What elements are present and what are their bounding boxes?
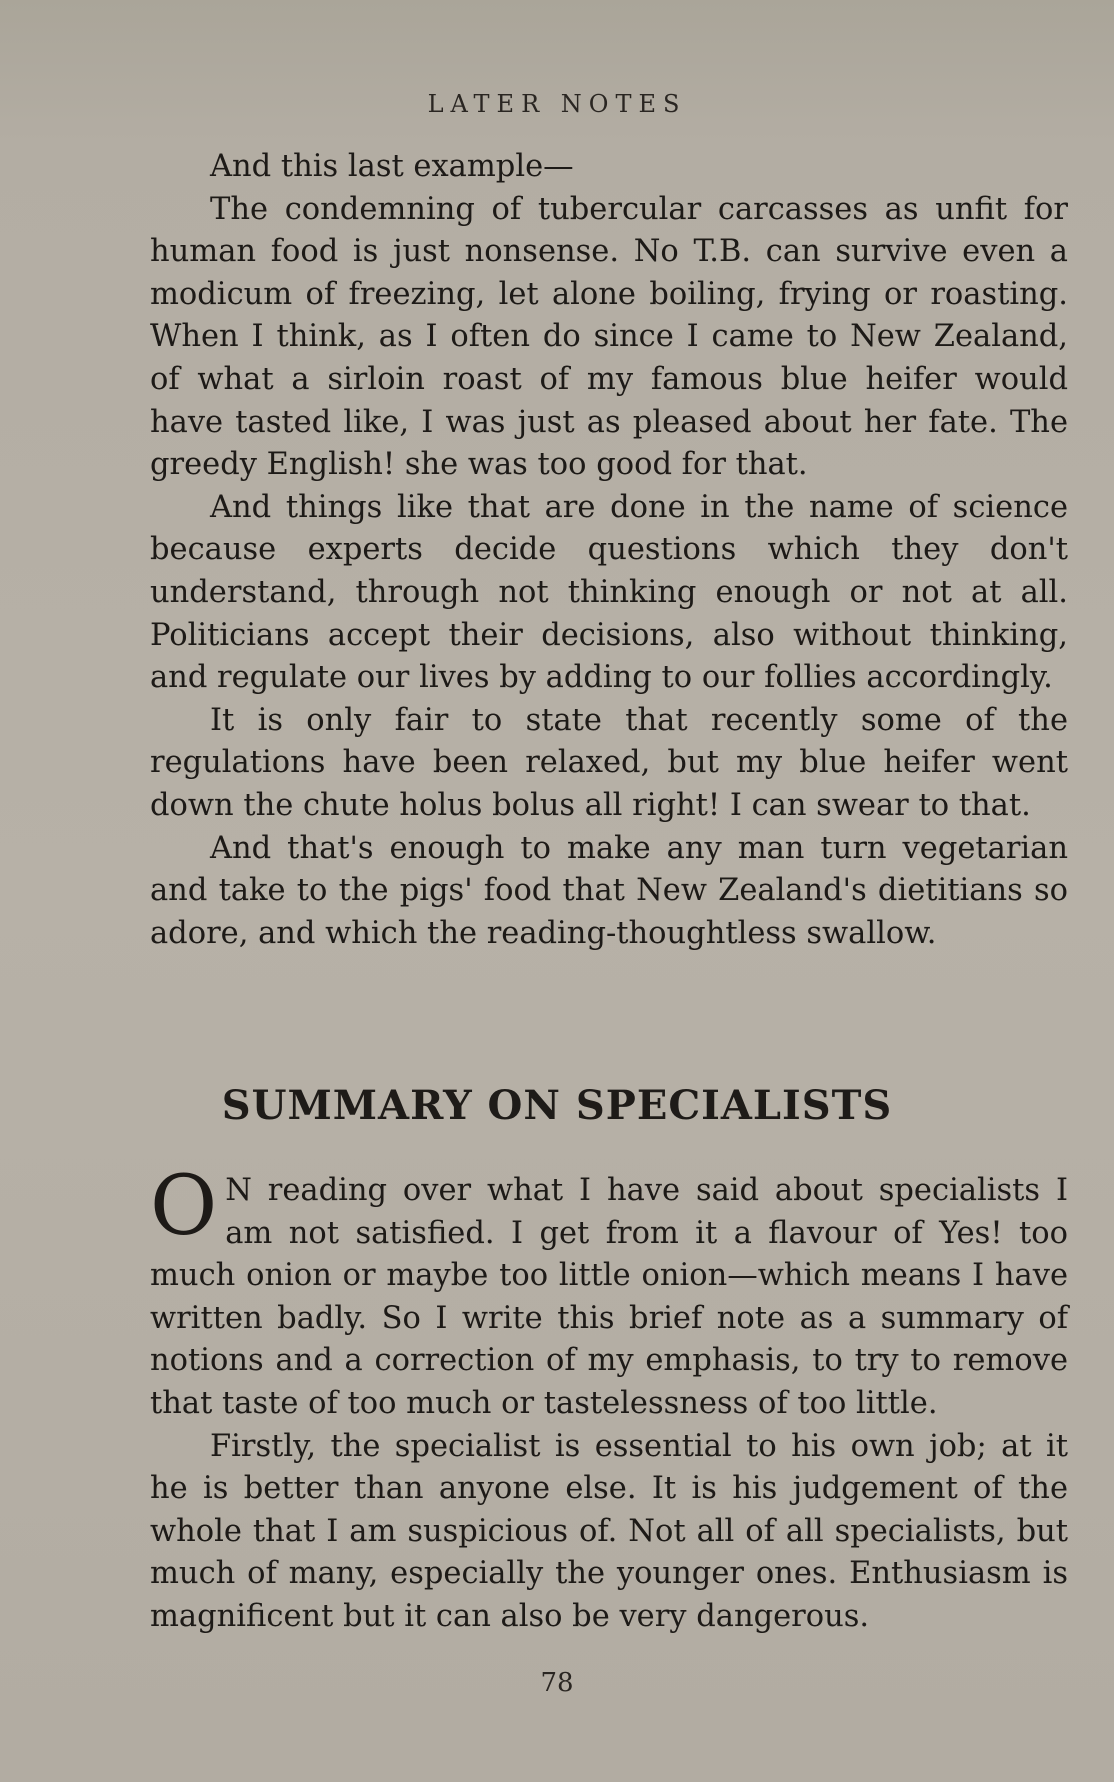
paragraph-tubercular: The condemning of tubercular carcasses as unfit for human food is just nonsense. No T.B. can survive even a modicum of freezing, let alone boiling, frying or roasting. When I think, as I often do since I came to New Zealand, of what a sirloin roast of my famous blue heifer would have tasted like, I was just as pleased about her fate. The greedy English! she was too good for that. bbox=[150, 191, 1068, 483]
paragraph-science: And things like that are done in the name of science because experts decide questions which they don't understand, through not thinking enough or not at all. Politicians accept their decisions, also without thinking, and regulate our lives by adding to our follies accordingly. bbox=[150, 489, 1068, 696]
page-number: 78 bbox=[540, 1668, 574, 1698]
paragraph-regulations: It is only fair to state that recently some of the regulations have been relaxed, but my blue heifer went down the chute holus bolus all right! I can swear to that. bbox=[150, 702, 1068, 823]
drop-cap: O bbox=[150, 1159, 218, 1254]
paragraph-intro: And this last example— bbox=[210, 149, 574, 184]
paragraph-vegetarian: And that's enough to make any man turn vegetarian and take to the pigs' food that New Zealand's dietitians so adore, and which the reading-thoughtless swallow. bbox=[150, 830, 1068, 951]
running-head: LATER NOTES bbox=[427, 90, 687, 118]
paragraph-summary-text: N reading over what I have said about specialists I am not satisfied. I get from it a flavour of Yes! too much onion or maybe too little onion—which means I have written badly. So I write this brief note as a summary of notions and a correction of my emphasis, to try to remove that taste of too much or tastelessness of too little. bbox=[150, 1173, 1068, 1421]
top-text-block bbox=[150, 146, 1068, 955]
section-text-block bbox=[150, 1159, 1068, 1639]
section-heading: SUMMARY ON SPECIALISTS bbox=[221, 1082, 893, 1129]
paragraph-firstly: Firstly, the specialist is essential to his own job; at it he is better than anyone else. It is his judgement of the whole that I am suspicious of. Not all of all specialists, but much of many, especially the younger ones. Enthusiasm is magnificent but it can also be very dangerous. bbox=[150, 1428, 1068, 1634]
paragraph-summary-opening bbox=[150, 1159, 1068, 1426]
